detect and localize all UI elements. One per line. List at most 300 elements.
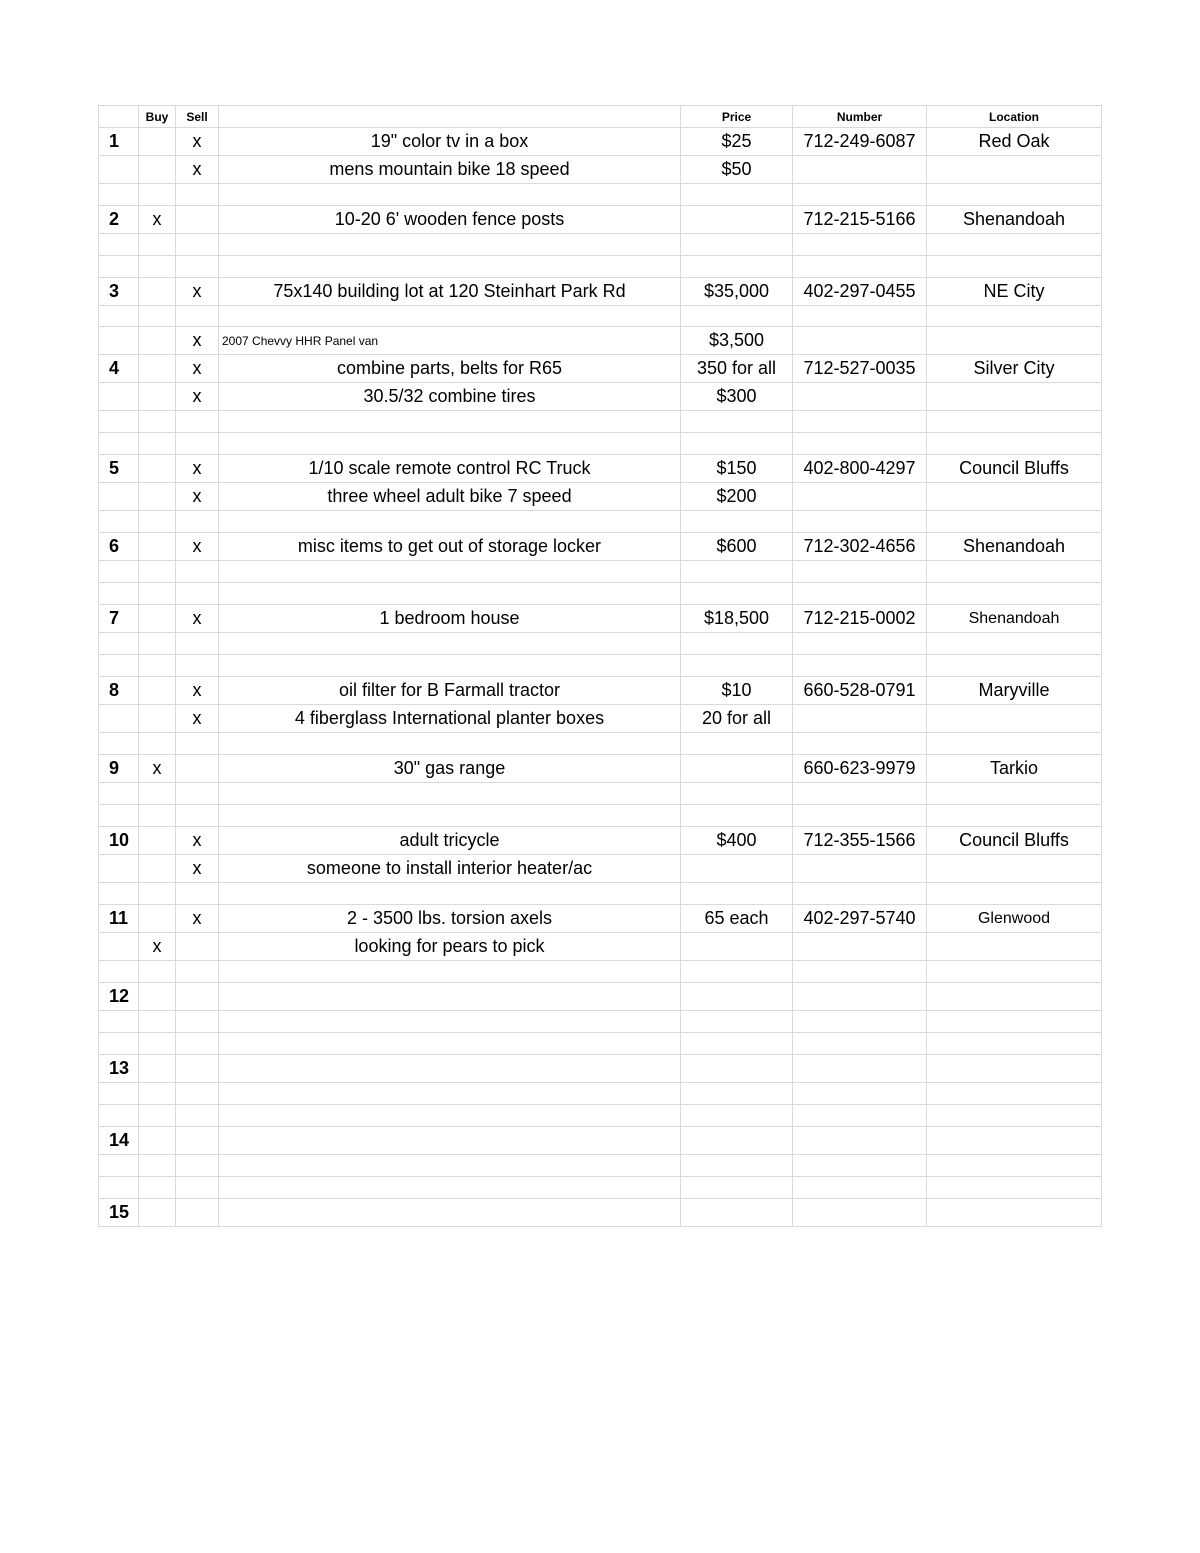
price-cell: $600: [681, 533, 793, 561]
location-cell: [927, 483, 1102, 511]
phone-number: 712-249-6087: [793, 128, 927, 156]
price-cell: $200: [681, 483, 793, 511]
table-row: [99, 561, 1102, 583]
price-cell: 20 for all: [681, 705, 793, 733]
location-cell: [927, 184, 1102, 206]
row-number: [99, 256, 139, 278]
row-number: [99, 483, 139, 511]
table-row: [99, 1011, 1102, 1033]
location-cell: Glenwood: [927, 905, 1102, 933]
table-row: [99, 128, 1102, 156]
buy-mark: [139, 561, 176, 583]
table-row: [99, 206, 1102, 234]
sell-mark: [176, 1105, 219, 1127]
location-cell: Council Bluffs: [927, 827, 1102, 855]
row-number: [99, 411, 139, 433]
phone-number: [793, 705, 927, 733]
sell-mark: [176, 306, 219, 327]
sell-mark: [176, 983, 219, 1011]
table-row: [99, 433, 1102, 455]
row-number: [99, 383, 139, 411]
buy-mark: [139, 1105, 176, 1127]
price-cell: [681, 411, 793, 433]
item-description: [219, 234, 681, 256]
price-cell: [681, 855, 793, 883]
buy-mark: [139, 156, 176, 184]
location-cell: Council Bluffs: [927, 455, 1102, 483]
row-number: [99, 306, 139, 327]
sell-mark: [176, 755, 219, 783]
table-row: [99, 411, 1102, 433]
sell-mark: [176, 561, 219, 583]
buy-mark: [139, 677, 176, 705]
buy-mark: [139, 583, 176, 605]
price-cell: [681, 256, 793, 278]
item-description: [219, 1127, 681, 1155]
phone-number: [793, 1127, 927, 1155]
table-row: [99, 234, 1102, 256]
phone-number: 402-297-5740: [793, 905, 927, 933]
location-cell: [927, 1055, 1102, 1083]
row-number: [99, 583, 139, 605]
buy-mark: [139, 383, 176, 411]
sell-mark: [176, 805, 219, 827]
row-number: [99, 327, 139, 355]
location-cell: [927, 1011, 1102, 1033]
sell-mark: x: [176, 355, 219, 383]
item-description: 10-20 6' wooden fence posts: [219, 206, 681, 234]
location-cell: [927, 855, 1102, 883]
row-number: [99, 805, 139, 827]
sell-mark: [176, 511, 219, 533]
location-cell: [927, 933, 1102, 961]
header-row: [99, 106, 1102, 128]
phone-number: [793, 184, 927, 206]
row-number: 14: [99, 1127, 139, 1155]
sell-mark: [176, 1199, 219, 1227]
buy-mark: [139, 1199, 176, 1227]
row-number: 6: [99, 533, 139, 561]
buy-mark: [139, 1177, 176, 1199]
header-item: [219, 106, 681, 128]
phone-number: [793, 883, 927, 905]
buy-mark: [139, 184, 176, 206]
sell-mark: [176, 1127, 219, 1155]
price-cell: [681, 983, 793, 1011]
table-row: [99, 1127, 1102, 1155]
buy-mark: [139, 905, 176, 933]
location-cell: Tarkio: [927, 755, 1102, 783]
table-row: [99, 383, 1102, 411]
location-cell: Red Oak: [927, 128, 1102, 156]
buy-mark: x: [139, 755, 176, 783]
buy-mark: [139, 411, 176, 433]
price-cell: [681, 1155, 793, 1177]
price-cell: $400: [681, 827, 793, 855]
sell-mark: [176, 783, 219, 805]
price-cell: [681, 234, 793, 256]
phone-number: [793, 633, 927, 655]
row-number: [99, 511, 139, 533]
item-description: misc items to get out of storage locker: [219, 533, 681, 561]
buy-mark: [139, 278, 176, 306]
buy-mark: [139, 455, 176, 483]
phone-number: [793, 256, 927, 278]
phone-number: [793, 306, 927, 327]
phone-number: 660-528-0791: [793, 677, 927, 705]
item-description: 75x140 building lot at 120 Steinhart Park Rd: [219, 278, 681, 306]
row-number: [99, 561, 139, 583]
item-description: [219, 583, 681, 605]
buy-mark: [139, 733, 176, 755]
price-cell: [681, 1177, 793, 1199]
sell-mark: [176, 1055, 219, 1083]
item-description: 30.5/32 combine tires: [219, 383, 681, 411]
row-number: 15: [99, 1199, 139, 1227]
table-row: [99, 755, 1102, 783]
phone-number: [793, 1083, 927, 1105]
item-description: [219, 783, 681, 805]
buy-mark: [139, 256, 176, 278]
sell-mark: [176, 206, 219, 234]
sell-mark: x: [176, 455, 219, 483]
location-cell: [927, 411, 1102, 433]
row-number: 2: [99, 206, 139, 234]
price-cell: [681, 655, 793, 677]
sell-mark: x: [176, 827, 219, 855]
price-cell: $25: [681, 128, 793, 156]
phone-number: [793, 1105, 927, 1127]
row-number: [99, 733, 139, 755]
price-cell: $35,000: [681, 278, 793, 306]
buy-mark: [139, 355, 176, 383]
price-cell: [681, 961, 793, 983]
price-cell: $10: [681, 677, 793, 705]
table-row: [99, 677, 1102, 705]
price-cell: [681, 433, 793, 455]
phone-number: [793, 961, 927, 983]
sell-mark: [176, 1155, 219, 1177]
header-location: Location: [927, 106, 1102, 128]
phone-number: 712-215-0002: [793, 605, 927, 633]
table-row: [99, 905, 1102, 933]
phone-number: [793, 156, 927, 184]
table-row: [99, 1177, 1102, 1199]
item-description: [219, 511, 681, 533]
table-row: [99, 705, 1102, 733]
row-number: [99, 156, 139, 184]
sell-mark: x: [176, 855, 219, 883]
location-cell: [927, 705, 1102, 733]
phone-number: [793, 411, 927, 433]
price-cell: [681, 783, 793, 805]
location-cell: [927, 433, 1102, 455]
sell-mark: x: [176, 327, 219, 355]
sell-mark: x: [176, 128, 219, 156]
buy-mark: [139, 961, 176, 983]
phone-number: [793, 1199, 927, 1227]
item-description: [219, 561, 681, 583]
buy-mark: [139, 633, 176, 655]
sell-mark: x: [176, 705, 219, 733]
classifieds-table: [98, 105, 1102, 1227]
table-row: [99, 184, 1102, 206]
sell-mark: [176, 733, 219, 755]
buy-mark: [139, 234, 176, 256]
row-number: [99, 1177, 139, 1199]
price-cell: [681, 755, 793, 783]
item-description: 4 fiberglass International planter boxes: [219, 705, 681, 733]
row-number: 1: [99, 128, 139, 156]
item-description: looking for pears to pick: [219, 933, 681, 961]
price-cell: $18,500: [681, 605, 793, 633]
table-row: [99, 533, 1102, 561]
phone-number: 402-800-4297: [793, 455, 927, 483]
location-cell: [927, 1199, 1102, 1227]
buy-mark: [139, 327, 176, 355]
row-number: [99, 855, 139, 883]
row-number: [99, 184, 139, 206]
row-number: 3: [99, 278, 139, 306]
sell-mark: [176, 411, 219, 433]
price-cell: [681, 1055, 793, 1083]
item-description: [219, 1033, 681, 1055]
location-cell: [927, 1033, 1102, 1055]
phone-number: [793, 655, 927, 677]
price-cell: [681, 511, 793, 533]
buy-mark: [139, 511, 176, 533]
table-row: [99, 883, 1102, 905]
table-row: [99, 327, 1102, 355]
phone-number: [793, 583, 927, 605]
sell-mark: x: [176, 483, 219, 511]
location-cell: Shenandoah: [927, 533, 1102, 561]
phone-number: [793, 805, 927, 827]
row-number: [99, 933, 139, 961]
item-description: [219, 256, 681, 278]
item-description: [219, 433, 681, 455]
sell-mark: [176, 883, 219, 905]
table-row: [99, 733, 1102, 755]
table-row: [99, 1155, 1102, 1177]
location-cell: [927, 961, 1102, 983]
sell-mark: [176, 933, 219, 961]
sell-mark: x: [176, 677, 219, 705]
location-cell: [927, 1127, 1102, 1155]
price-cell: [681, 1033, 793, 1055]
item-description: [219, 983, 681, 1011]
header-row-number: [99, 106, 139, 128]
sell-mark: [176, 1083, 219, 1105]
location-cell: [927, 583, 1102, 605]
price-cell: [681, 1127, 793, 1155]
location-cell: [927, 327, 1102, 355]
item-description: 2 - 3500 lbs. torsion axels: [219, 905, 681, 933]
buy-mark: [139, 805, 176, 827]
price-cell: [681, 1083, 793, 1105]
phone-number: 402-297-0455: [793, 278, 927, 306]
table-row: [99, 278, 1102, 306]
buy-mark: [139, 883, 176, 905]
row-number: [99, 234, 139, 256]
price-cell: 65 each: [681, 905, 793, 933]
phone-number: 712-215-5166: [793, 206, 927, 234]
header-number: Number: [793, 106, 927, 128]
location-cell: [927, 883, 1102, 905]
item-description: 1/10 scale remote control RC Truck: [219, 455, 681, 483]
price-cell: [681, 1105, 793, 1127]
table-row: [99, 1083, 1102, 1105]
buy-mark: [139, 827, 176, 855]
sell-mark: [176, 184, 219, 206]
table-row: [99, 633, 1102, 655]
item-description: [219, 306, 681, 327]
sell-mark: [176, 633, 219, 655]
phone-number: [793, 383, 927, 411]
table-row: [99, 805, 1102, 827]
item-description: [219, 883, 681, 905]
item-description: three wheel adult bike 7 speed: [219, 483, 681, 511]
location-cell: Silver City: [927, 355, 1102, 383]
item-description: 2007 Chevvy HHR Panel van: [219, 327, 681, 355]
buy-mark: x: [139, 933, 176, 961]
phone-number: [793, 561, 927, 583]
phone-number: [793, 855, 927, 883]
table-row: [99, 483, 1102, 511]
row-number: [99, 783, 139, 805]
item-description: [219, 1055, 681, 1083]
phone-number: [793, 327, 927, 355]
table-row: [99, 1033, 1102, 1055]
phone-number: [793, 983, 927, 1011]
location-cell: Shenandoah: [927, 206, 1102, 234]
table-row: [99, 855, 1102, 883]
table-row: [99, 1105, 1102, 1127]
row-number: [99, 1105, 139, 1127]
table-row: [99, 961, 1102, 983]
sell-mark: x: [176, 533, 219, 561]
sell-mark: x: [176, 383, 219, 411]
phone-number: [793, 1177, 927, 1199]
price-cell: 350 for all: [681, 355, 793, 383]
sell-mark: x: [176, 905, 219, 933]
location-cell: [927, 256, 1102, 278]
buy-mark: [139, 306, 176, 327]
sell-mark: [176, 1011, 219, 1033]
item-description: 30" gas range: [219, 755, 681, 783]
location-cell: Maryville: [927, 677, 1102, 705]
phone-number: [793, 1155, 927, 1177]
phone-number: [793, 234, 927, 256]
buy-mark: x: [139, 206, 176, 234]
location-cell: [927, 561, 1102, 583]
table-row: [99, 983, 1102, 1011]
phone-number: [793, 483, 927, 511]
sell-mark: [176, 433, 219, 455]
sell-mark: [176, 961, 219, 983]
item-description: [219, 733, 681, 755]
location-cell: [927, 805, 1102, 827]
table-row: [99, 1199, 1102, 1227]
row-number: [99, 1033, 139, 1055]
phone-number: [793, 433, 927, 455]
buy-mark: [139, 605, 176, 633]
row-number: 7: [99, 605, 139, 633]
location-cell: [927, 1083, 1102, 1105]
price-cell: [681, 883, 793, 905]
phone-number: [793, 511, 927, 533]
row-number: 9: [99, 755, 139, 783]
phone-number: [793, 733, 927, 755]
buy-mark: [139, 1083, 176, 1105]
row-number: [99, 961, 139, 983]
row-number: [99, 1155, 139, 1177]
item-description: [219, 1155, 681, 1177]
item-description: combine parts, belts for R65: [219, 355, 681, 383]
item-description: oil filter for B Farmall tractor: [219, 677, 681, 705]
table-row: [99, 783, 1102, 805]
item-description: [219, 633, 681, 655]
table-row: [99, 655, 1102, 677]
price-cell: [681, 561, 793, 583]
location-cell: [927, 383, 1102, 411]
price-cell: [681, 583, 793, 605]
item-description: [219, 184, 681, 206]
phone-number: 712-355-1566: [793, 827, 927, 855]
buy-mark: [139, 1127, 176, 1155]
location-cell: [927, 633, 1102, 655]
table-row: [99, 827, 1102, 855]
location-cell: [927, 511, 1102, 533]
row-number: 5: [99, 455, 139, 483]
row-number: [99, 633, 139, 655]
table-row: [99, 355, 1102, 383]
location-cell: [927, 783, 1102, 805]
buy-mark: [139, 855, 176, 883]
row-number: 11: [99, 905, 139, 933]
header-price: Price: [681, 106, 793, 128]
location-cell: Shenandoah: [927, 605, 1102, 633]
phone-number: [793, 783, 927, 805]
item-description: someone to install interior heater/ac: [219, 855, 681, 883]
item-description: [219, 805, 681, 827]
buy-mark: [139, 483, 176, 511]
table-row: [99, 605, 1102, 633]
location-cell: [927, 306, 1102, 327]
price-cell: [681, 633, 793, 655]
item-description: mens mountain bike 18 speed: [219, 156, 681, 184]
table-row: [99, 511, 1102, 533]
buy-mark: [139, 1033, 176, 1055]
item-description: [219, 1105, 681, 1127]
phone-number: 712-302-4656: [793, 533, 927, 561]
sell-mark: [176, 1177, 219, 1199]
price-cell: [681, 805, 793, 827]
phone-number: 660-623-9979: [793, 755, 927, 783]
item-description: adult tricycle: [219, 827, 681, 855]
item-description: 1 bedroom house: [219, 605, 681, 633]
location-cell: [927, 655, 1102, 677]
location-cell: NE City: [927, 278, 1102, 306]
location-cell: [927, 1155, 1102, 1177]
row-number: 10: [99, 827, 139, 855]
sell-mark: x: [176, 156, 219, 184]
price-cell: [681, 306, 793, 327]
location-cell: [927, 733, 1102, 755]
location-cell: [927, 983, 1102, 1011]
price-cell: $3,500: [681, 327, 793, 355]
row-number: [99, 705, 139, 733]
